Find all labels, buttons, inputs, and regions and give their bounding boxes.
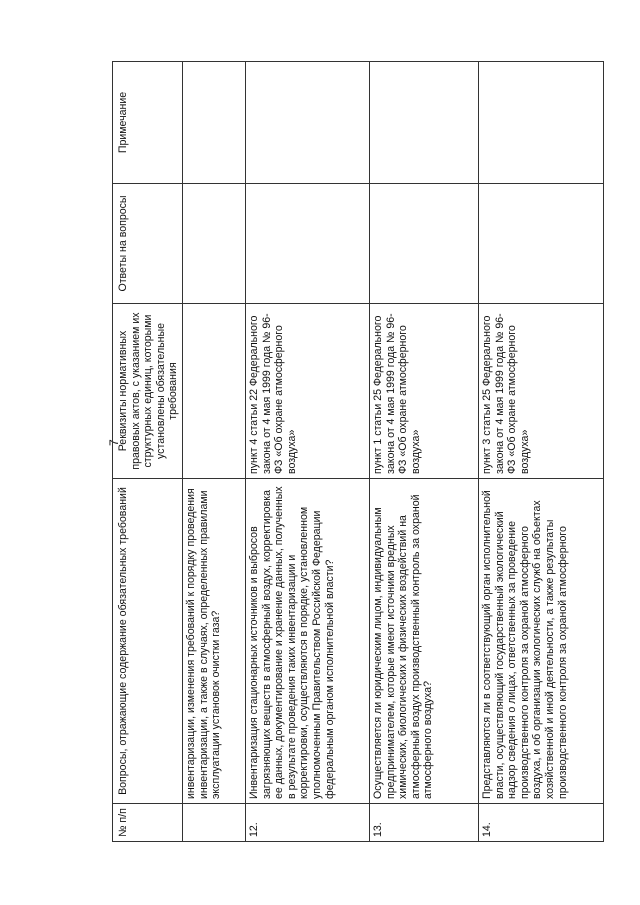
table-row [245,62,369,842]
row-question: инвентаризации, изменения требований к порядку проведения инвентаризации, а также в случаях, определенных правилами эксплуатации установок очистки газа? [182,479,245,804]
row-answer [369,184,478,304]
row-num: 12. [245,804,369,842]
row-requisite: пункт 3 статьи 25 Федерального закона от 4 мая 1999 года № 96-ФЗ «Об охране атмосферного воздуха» [478,304,603,479]
row-answer [478,184,603,304]
row-answer [182,184,245,304]
row-num: 14. [478,804,603,842]
row-requisite [182,304,245,479]
row-num [182,804,245,842]
header-num: № п/п [113,804,183,842]
page-number: 7 [107,439,121,446]
row-note [182,62,245,184]
table-row [369,62,478,842]
table-row [478,62,603,842]
row-num: 13. [369,804,478,842]
row-answer [245,184,369,304]
row-question: Инвентаризация стационарных источников и выбросов загрязняющих веществ в атмосферный воздух, корректировка ее данных, документирование и хранение данных, полученных в результате проведения таких инвентаризации и корректировки, осуществляются в порядке, установленном уполномоченным Правительством Российской Федерации федеральным органом исполнительной власти? [245,479,369,804]
table-row [182,62,245,842]
header-answers: Ответы на вопросы [113,184,183,304]
row-note [478,62,603,184]
header-questions: Вопросы, отражающие содержание обязательных требований [113,479,183,804]
row-note [369,62,478,184]
row-question: Осуществляется ли юридическим лицом, индивидуальным предпринимателем, которые имеют источники вредных химических, биологических и физических воздействий на атмосферный воздух производственный контроль за охраной атмосферного воздуха? [369,479,478,804]
header-row [113,62,183,842]
header-note: Примечание [113,62,183,184]
row-requisite: пункт 4 статьи 22 Федерального закона от 4 мая 1999 года № 96-ФЗ «Об охране атмосферного воздуха» [245,304,369,479]
requirements-table [112,61,604,842]
row-question: Представляются ли в соответствующий орган исполнительной власти, осуществляющий государственный экологический надзор сведения о лицах, ответственных за проведение производственного контроля за охраной атмосферного воздуха, и об организации экологических служб на объектах хозяйственной и иной деятельности, а также результаты производственного контроля за охраной атмосферного [478,479,603,804]
row-note [245,62,369,184]
header-requisites: Реквизиты нормативных правовых актов, с указанием их структурных единиц, которыми установлены обязательные требования [113,304,183,479]
row-requisite: пункт 1 статьи 25 Федерального закона от 4 мая 1999 года № 96-ФЗ «Об охране атмосферного воздуха» [369,304,478,479]
rotated-table-wrapper [112,62,609,842]
